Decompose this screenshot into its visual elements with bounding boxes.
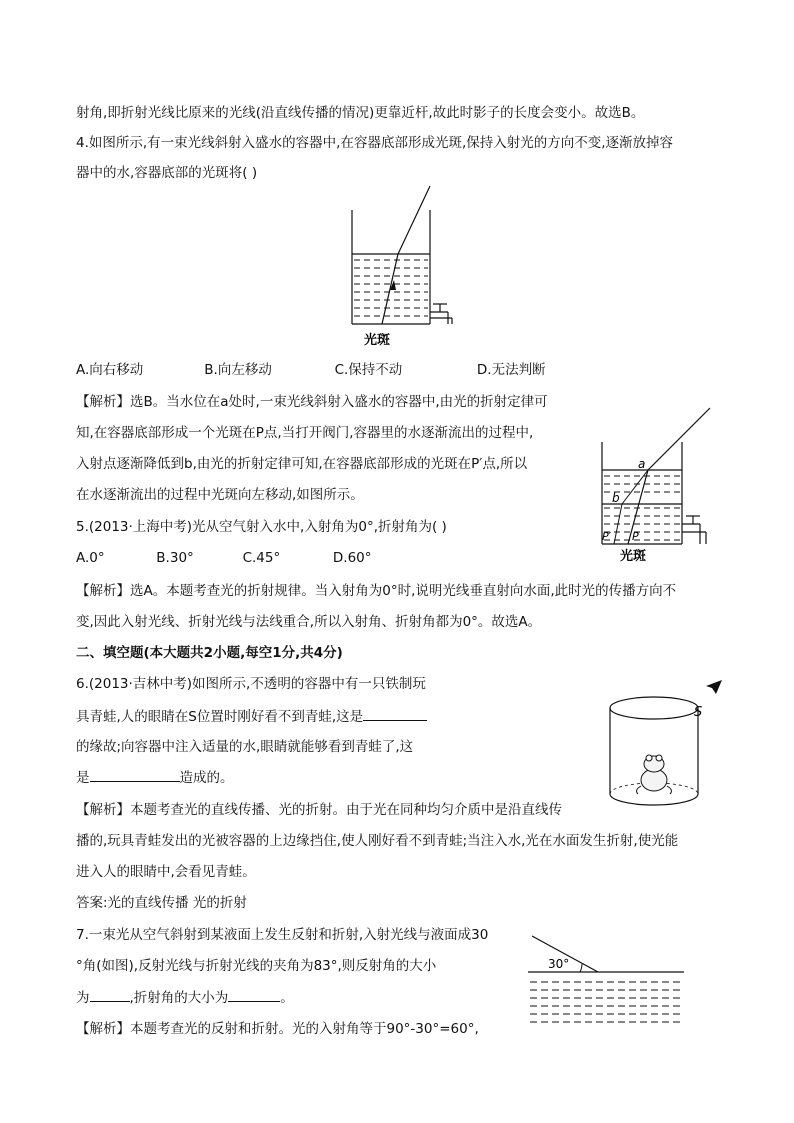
q6-cylinder-figure	[598, 676, 738, 816]
q7-fig-angle-label: 30°	[548, 957, 570, 971]
q5-option-c: C.45°	[242, 550, 281, 566]
q6-question-line3: 的缘故;向容器中注入适量的水,眼睛就能够看到青蛙了,这	[76, 739, 414, 755]
q4-option-b: B.向左移动	[204, 362, 272, 378]
q4-analysis-figure	[592, 404, 722, 564]
q6-question-line1: 6.(2013·吉林中考)如图所示,不透明的容器中有一只铁制玩	[76, 676, 426, 692]
q7-blank-2[interactable]	[228, 987, 280, 1002]
q7-line3-mid: ,折射角的大小为	[129, 990, 229, 1006]
q6-line2-text: 具青蛙,人的眼睛在S位置时刚好看不到青蛙,这是	[76, 709, 364, 725]
q4-fig2-label-p: P	[632, 530, 639, 543]
q5-option-d: D.60°	[332, 550, 372, 566]
section-2-title: 二、填空题(本大题共2小题,每空1分,共4分)	[76, 645, 343, 661]
q4-analysis-line2: 知,在容器底部形成一个光斑在P点,当打开阀门,容器里的水逐渐流出的过程中,	[76, 425, 534, 441]
q6-analysis-line2: 播的,玩具青蛙发出的光被容器的上边缘挡住,使人刚好看不到青蛙;当注入水,光在水面发生折射,使光能	[76, 833, 679, 849]
q7-line3-pre: 为	[76, 990, 90, 1006]
q4-options	[76, 360, 546, 380]
q4-fig2-label-b: b	[612, 491, 620, 505]
q5-options	[76, 548, 372, 568]
q7-question-line3	[76, 987, 294, 1008]
q5-analysis-line2: 变,因此入射光线、折射光线与法线重合,所以入射角、折射角都为0°。故选A。	[76, 614, 542, 630]
q4-option-c: C.保持不动	[334, 362, 403, 378]
q6-blank-2[interactable]	[90, 767, 180, 782]
q6-answer: 答案:光的直线传播 光的折射	[76, 895, 247, 911]
q4-fig-spot-label: 光斑	[364, 333, 391, 348]
q6-fig-s-label: S	[694, 705, 703, 720]
q7-question-line1: 7.一束光从空气斜射到某液面上发生反射和折射,入射光线与液面成30	[76, 927, 489, 943]
q4-option-d: D.无法判断	[476, 362, 546, 378]
q4-option-a: A.向右移动	[76, 362, 144, 378]
q4-question-line2: 器中的水,容器底部的光斑将( )	[76, 165, 258, 181]
q4-analysis-line4: 在水逐渐流出的过程中光斑向左移动,如图所示。	[76, 487, 364, 503]
q6-analysis-line1: 【解析】本题考查光的直线传播、光的折射。由于光在同种均匀介质中是沿直线传	[76, 802, 562, 818]
q6-line4-pre: 是	[76, 770, 90, 786]
frog-icon	[637, 755, 672, 794]
q3-tail-text: 射角,即折射光线比原来的光线(沿直线传播的情况)更靠近杆,故此时影子的长度会变小。故选B。	[76, 105, 645, 121]
q7-line3-post: 。	[280, 990, 294, 1006]
eye-icon	[706, 680, 722, 694]
q4-question-line1: 4.如图所示,有一束光线斜射入盛水的容器中,在容器底部形成光斑,保持入射光的方向不变,逐渐放掉容	[76, 135, 674, 151]
q6-analysis-line3: 进入人的眼睛中,会看见青蛙。	[76, 864, 256, 880]
q5-option-a: A.0°	[76, 550, 105, 566]
q7-question-line2: °角(如图),反射光线与折射光线的夹角为83°,则反射角的大小	[76, 958, 437, 974]
q6-line4-post: 造成的。	[179, 770, 234, 786]
q4-container-figure	[340, 182, 470, 352]
q6-blank-1[interactable]	[363, 706, 427, 721]
q4-analysis-line3: 入射点逐渐降低到b,由光的折射定律可知,在容器底部形成的光斑在P′点,所以	[76, 456, 528, 472]
q7-blank-1[interactable]	[90, 987, 130, 1002]
q4-fig2-label-a: a	[638, 457, 646, 471]
q6-question-line2	[76, 706, 427, 727]
q6-question-line4	[76, 767, 234, 788]
q4-analysis-line1: 【解析】选B。当水位在a处时,一束光线斜射入盛水的容器中,由光的折射定律可	[76, 394, 548, 410]
q4-fig2-label-p-prime: P′	[602, 530, 612, 543]
q5-analysis-line1: 【解析】选A。本题考查光的折射规律。当入射角为0°时,说明光线垂直射向水面,此时光的传播方向不	[76, 583, 677, 599]
q5-option-b: B.30°	[156, 550, 194, 566]
q4-fig2-spot-label: 光斑	[620, 549, 647, 564]
q7-analysis: 【解析】本题考查光的反射和折射。光的入射角等于90°-30°=60°,	[76, 1021, 479, 1037]
q7-surface-figure	[522, 928, 692, 1032]
q5-question: 5.(2013·上海中考)光从空气射入水中,入射角为0°,折射角为( )	[76, 519, 447, 535]
